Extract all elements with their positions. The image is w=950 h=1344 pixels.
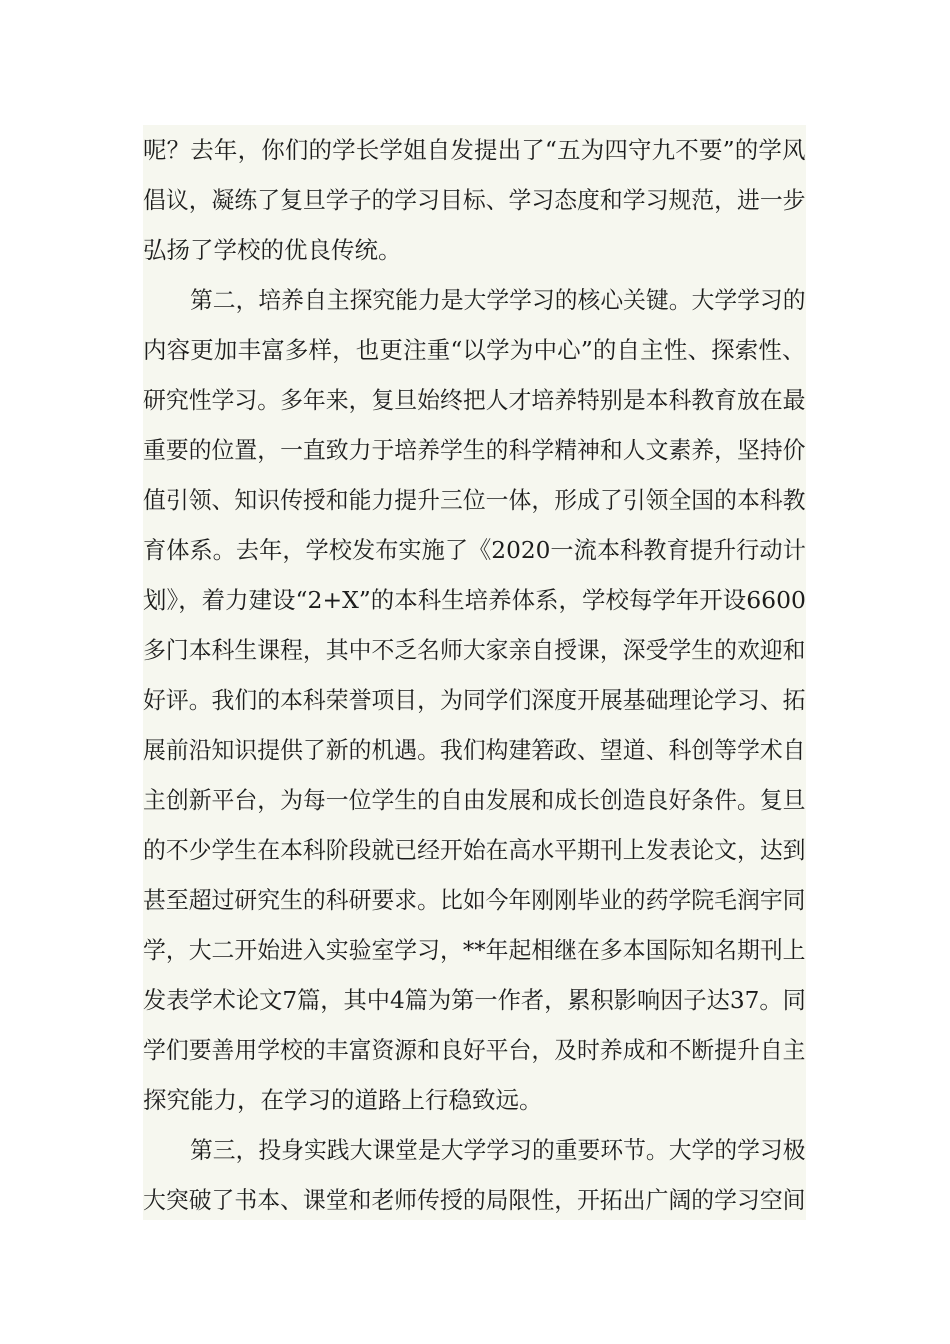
text-line: 的不少学生在本科阶段就已经开始在高水平期刊上发表论文，达到 [143,836,806,864]
text-line: 内容更加丰富多样，也更注重“以学为中心”的自主性、探索性、 [143,336,806,364]
text-line: 发表学术论文7篇，其中4篇为第一作者，累积影响因子达37。同 [143,986,806,1014]
text-line: 值引领、知识传授和能力提升三位一体，形成了引领全国的本科教 [143,486,806,514]
text-line: 大突破了书本、课堂和老师传授的局限性，开拓出广阔的学习空间 [143,1186,806,1214]
text-line: 重要的位置，一直致力于培养学生的科学精神和人文素养，坚持价 [143,436,806,464]
text-line: 好评。我们的本科荣誉项目，为同学们深度开展基础理论学习、拓 [143,686,806,714]
text-line: 倡议，凝练了复旦学子的学习目标、学习态度和学习规范，进一步 [143,186,806,214]
text-line: 探究能力，在学习的道路上行稳致远。 [143,1086,543,1114]
text-line: 划》，着力建设“2+X”的本科生培养体系，学校每学年开设6600 [143,586,806,614]
paragraph-start-line: 第三，投身实践大课堂是大学学习的重要环节。大学的学习极 [190,1136,806,1164]
text-line: 多门本科生课程，其中不乏名师大家亲自授课，深受学生的欢迎和 [143,636,806,664]
text-line: 弘扬了学校的优良传统。 [143,236,402,264]
text-line: 学们要善用学校的丰富资源和良好平台，及时养成和不断提升自主 [143,1036,806,1064]
text-line: 展前沿知识提供了新的机遇。我们构建箬政、望道、科创等学术自 [143,736,806,764]
text-line: 研究性学习。多年来，复旦始终把人才培养特别是本科教育放在最 [143,386,806,414]
text-line: 学，大二开始进入实验室学习，**年起相继在多本国际知名期刊上 [143,936,806,964]
text-line: 主创新平台，为每一位学生的自由发展和成长创造良好条件。复旦 [143,786,806,814]
paragraph-start-line: 第二，培养自主探究能力是大学学习的核心关键。大学学习的 [190,286,806,314]
text-line: 育体系。去年，学校发布实施了《2020一流本科教育提升行动计 [143,536,806,564]
text-line: 甚至超过研究生的科研要求。比如今年刚刚毕业的药学院毛润宇同 [143,886,806,914]
text-line: 呢？去年，你们的学长学姐自发提出了“五为四守九不要”的学风 [143,136,806,164]
text-block [143,125,806,1220]
